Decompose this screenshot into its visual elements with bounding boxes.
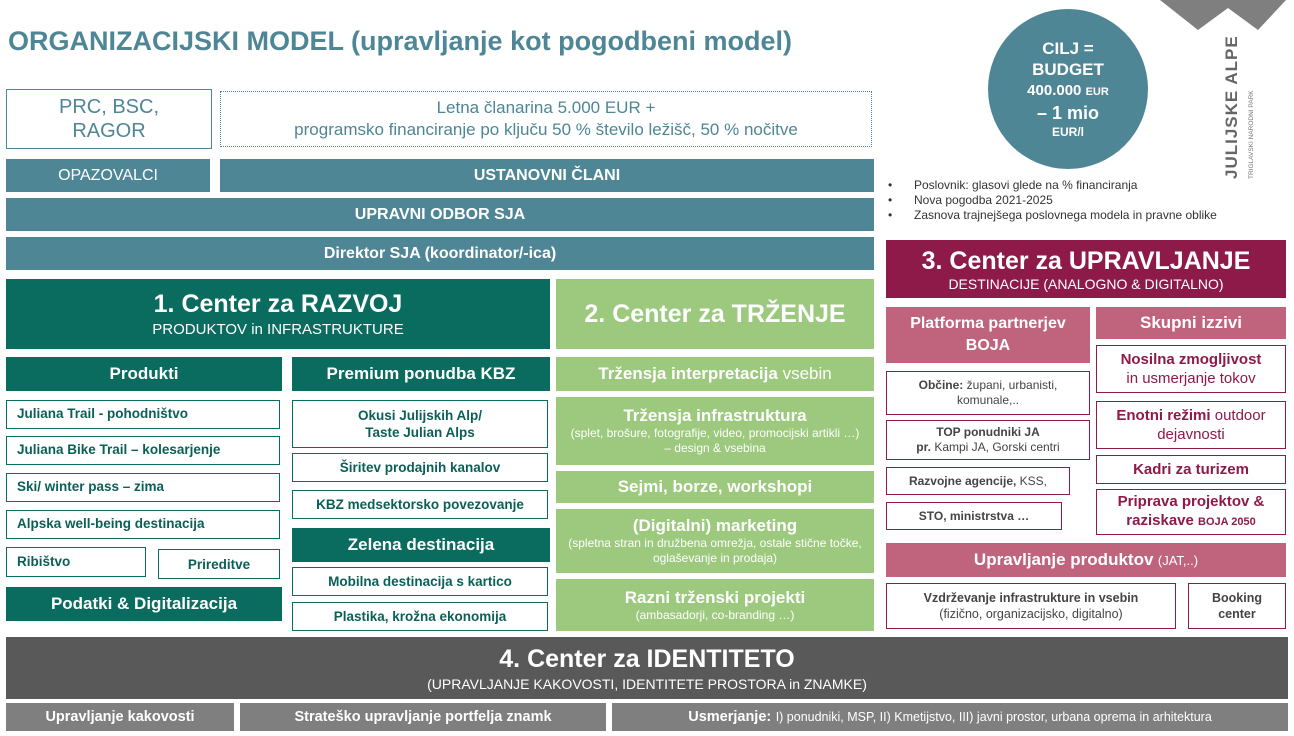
marketing-interpretation: Tržensja interpretacija vsebin — [556, 357, 874, 391]
partner-platform: Platforma partnerjev BOJA — [886, 307, 1090, 363]
challenge-capacity: Nosilna zmogljivost in usmerjanje tokov — [1096, 345, 1286, 393]
center2-header: 2. Center za TRŽENJE — [556, 279, 874, 349]
mountain-icon — [1160, 0, 1290, 40]
note-item: • Poslovnik: glasovi glede na % financiranja — [884, 178, 1289, 193]
logo-subtext: TRIGLAVSKI NARODNI PARK — [1248, 90, 1255, 179]
challenge-outdoor: Enotni režimi outdoor dejavnosti — [1096, 401, 1286, 449]
product-item: Ski/ winter pass – zima — [6, 473, 280, 502]
fairs-workshops: Sejmi, borze, workshopi — [556, 471, 874, 503]
challenge-staff: Kadri za turizem — [1096, 455, 1286, 484]
sales-channels: Širitev prodajnih kanalov — [292, 453, 548, 482]
product-management-bar: Upravljanje produktov (JAT,..) — [886, 543, 1286, 577]
center4-header — [6, 637, 1288, 699]
product-item: Juliana Trail - pohodništvo — [6, 400, 280, 429]
membership-fee-box: Letna članarina 5.000 EUR + programsko financiranje po ključu 50 % število ležišč, 50 % nočitve — [220, 91, 872, 147]
note-item: • Zasnova trajnejšega poslovnega modela in pravne oblike — [884, 208, 1289, 223]
partner-sto: STO, ministrstva … — [886, 502, 1062, 530]
center4-subtitle: (UPRAVLJANJE KAKOVOSTI, IDENTITETE PROSTORA in ZNAMKE) — [427, 675, 867, 692]
prc-box: PRC, BSC, RAGOR — [6, 89, 212, 149]
data-digital-header: Podatki & Digitalizacija — [6, 587, 282, 621]
page-title: ORGANIZACIJSKI MODEL (upravljanje kot pogodbeni model) — [8, 26, 793, 56]
kbz-linking: KBZ medsektorsko povezovanje — [292, 490, 548, 519]
partner-municipalities: Občine: župani, urbanisti, komunale,.. — [886, 371, 1090, 415]
mobile-destination: Mobilna destinacija s kartico — [292, 567, 548, 596]
notes-list — [884, 178, 1289, 223]
logo — [1160, 0, 1290, 185]
center3-title: 3. Center za UPRAVLJANJE — [921, 246, 1251, 275]
center1-subtitle: PRODUKTOV in INFRASTRUKTURE — [152, 321, 404, 338]
products-header: Produkti — [6, 357, 282, 391]
center1-title: 1. Center za RAZVOJ — [153, 290, 403, 318]
partner-top-providers: TOP ponudniki JA pr. Kampi JA, Gorski centri — [886, 420, 1090, 460]
goal-circle — [988, 9, 1148, 169]
marketing-projects: Razni trženski projekti (ambasadorji, co-branding …) — [556, 579, 874, 631]
observers-bar: OPAZOVALCI — [6, 159, 210, 192]
director-bar: Direktor SJA (koordinator/-ica) — [6, 237, 874, 270]
joint-challenges-header: Skupni izzivi — [1096, 307, 1286, 339]
marketing-infrastructure: Tržensja infrastruktura (splet, brošure, fotografije, video, promocijski artikli …) – design & vsebina — [556, 397, 874, 465]
challenge-projects: Priprava projektov & raziskave BOJA 2050 — [1096, 489, 1286, 535]
founders-bar: USTANOVNI ČLANI — [220, 159, 874, 192]
goal-line5: EUR/l — [1051, 125, 1084, 139]
center3-header — [886, 240, 1286, 298]
digital-marketing: (Digitalni) marketing (spletna stran in družbena omrežja, ostale stične točke, oglaševanje in prodaja) — [556, 509, 874, 573]
note-item: • Nova pogodba 2021-2025 — [884, 193, 1289, 208]
center3-subtitle: DESTINACIJE (ANALOGNO & DIGITALNO) — [948, 275, 1224, 292]
product-fishing: Ribištvo — [6, 547, 146, 577]
goal-line1: CILJ = — [1042, 39, 1094, 58]
product-events: Prireditve — [158, 549, 280, 579]
goal-line4: – 1 mio — [1036, 103, 1100, 123]
partner-agencies: Razvojne agencije, KSS, — [886, 467, 1070, 495]
premium-header: Premium ponudba KBZ — [292, 357, 550, 391]
center1-header — [6, 279, 550, 349]
product-item: Alpska well-being destinacija — [6, 510, 280, 539]
center4-title: 4. Center za IDENTITETO — [499, 644, 795, 673]
green-destination-header: Zelena destinacija — [292, 528, 550, 562]
board-bar: UPRAVNI ODBOR SJA — [6, 198, 874, 231]
infrastructure-maintenance: Vzdrževanje infrastrukture in vsebin (fizično, organizacijsko, digitalno) — [886, 583, 1176, 629]
taste-julian-alps: Okusi Julijskih Alp/ Taste Julian Alps — [292, 400, 548, 448]
goal-line3: 400.000 EUR — [1027, 82, 1109, 99]
logo-text: JULIJSKE ALPE — [1222, 35, 1241, 179]
product-item: Juliana Bike Trail – kolesarjenje — [6, 436, 280, 465]
plastic-circular: Plastika, krožna ekonomija — [292, 602, 548, 631]
booking-center: Booking center — [1188, 583, 1286, 629]
goal-line2: BUDGET — [1032, 60, 1104, 79]
quality-management: Upravljanje kakovosti — [6, 703, 234, 731]
guidance: Usmerjanje: I) ponudniki, MSP, II) Kmetijstvo, III) javni prostor, urbana oprema in arhitektura — [612, 703, 1288, 731]
brand-portfolio: Strateško upravljanje portfelja znamk — [240, 703, 606, 731]
